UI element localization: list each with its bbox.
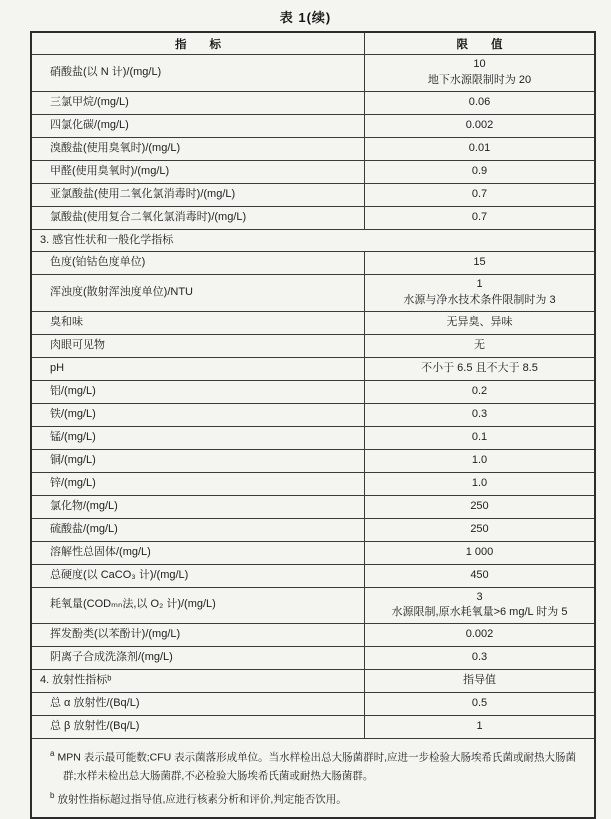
table-row [32, 183, 594, 206]
limit-cell [365, 138, 594, 160]
limit-line: 指导值 [463, 674, 496, 687]
limit-cell [365, 275, 594, 311]
limit-cell [365, 450, 594, 472]
indicator-cell: 4. 放射性指标ᵇ [32, 670, 365, 692]
footnote-a [50, 747, 580, 785]
indicator-cell: 氯酸盐(使用复合二氧化氯消毒时)/(mg/L) [32, 207, 365, 229]
indicator-cell: 溴酸盐(使用臭氧时)/(mg/L) [32, 138, 365, 160]
table-row [32, 274, 594, 311]
limit-line: 0.9 [471, 164, 488, 177]
limit-line: 250 [470, 522, 489, 535]
table-row [32, 54, 594, 91]
indicator-cell: 锌/(mg/L) [32, 473, 365, 495]
table-row [32, 137, 594, 160]
table-row [32, 206, 594, 229]
limit-line: 无 [474, 339, 485, 352]
table-row [32, 564, 594, 587]
limit-line: 250 [470, 499, 489, 512]
page-title: 表 1(续) [279, 10, 332, 25]
indicator-cell: 四氯化碳/(mg/L) [32, 115, 365, 137]
footnote-b-marker: b [50, 790, 55, 800]
limit-cell [365, 207, 594, 229]
limit-line: 0.3 [471, 408, 488, 420]
table-header-row [32, 33, 594, 54]
indicator-cell: 总 α 放射性/(Bq/L) [32, 693, 365, 715]
indicator-cell: 三氯甲烷/(mg/L) [32, 92, 365, 114]
limit-cell [365, 381, 594, 403]
limit-cell [365, 670, 594, 692]
section-row [32, 669, 594, 692]
limit-line: 0.01 [468, 141, 491, 154]
limit-cell [365, 358, 594, 380]
limit-cell [365, 693, 594, 715]
footnote-a-marker: a [50, 749, 55, 759]
header-indicator: 指 标 [32, 33, 365, 54]
limit-line: 无异臭、异味 [446, 316, 513, 329]
limit-cell [365, 335, 594, 357]
limit-cell [365, 496, 594, 518]
limit-line: 0.1 [471, 430, 488, 443]
section-row [32, 229, 594, 252]
indicator-cell: 亚氯酸盐(使用二氧化氯消毒时)/(mg/L) [32, 184, 365, 206]
limit-line: 0.002 [465, 628, 494, 641]
table-row [32, 426, 594, 449]
limit-cell [365, 115, 594, 137]
indicator-cell: pH [32, 358, 365, 380]
limit-line: 0.06 [468, 95, 491, 108]
limit-cell [365, 404, 594, 426]
table-row [32, 380, 594, 403]
table-row [32, 91, 594, 114]
limit-line: 1 [476, 720, 483, 733]
table-row [32, 357, 594, 380]
limit-cell [365, 624, 594, 646]
limit-cell [365, 473, 594, 495]
indicator-cell: 溶解性总固体/(mg/L) [32, 542, 365, 564]
indicator-cell: 铜/(mg/L) [32, 450, 365, 472]
limit-cell [365, 92, 594, 114]
limit-cell [365, 427, 594, 449]
limit-cell [365, 161, 594, 183]
indicator-cell: 浑浊度(散射浑浊度单位)/NTU [32, 275, 365, 311]
indicator-cell: 硫酸盐/(mg/L) [32, 519, 365, 541]
table-row [32, 114, 594, 137]
limit-cell [365, 312, 594, 334]
limit-line: 15 [473, 256, 486, 269]
limit-cell [365, 55, 594, 91]
limit-line: 450 [470, 568, 489, 581]
limit-line: 水源与净水技术条件限制时为 3 [403, 294, 556, 307]
indicator-cell: 总硬度(以 CaCO₃ 计)/(mg/L) [32, 565, 365, 587]
table-row [32, 403, 594, 426]
table-row [32, 518, 594, 541]
limit-line: 1.0 [471, 476, 488, 489]
limit-cell [365, 716, 594, 738]
section-label: 3. 感官性状和一般化学指标 [40, 233, 174, 246]
limit-cell [365, 647, 594, 669]
limit-cell [365, 542, 594, 564]
indicator-cell: 臭和味 [32, 312, 365, 334]
limit-cell [365, 184, 594, 206]
header-limit: 限 值 [456, 38, 503, 51]
indicator-cell: 耗氧量(CODₘₙ法,以 O₂ 计)/(mg/L) [32, 588, 365, 624]
water-quality-table [30, 31, 596, 819]
indicator-cell: 色度(铂钴色度单位) [32, 252, 365, 274]
limit-line: 0.3 [471, 651, 488, 664]
footnote-b [50, 789, 580, 809]
indicator-cell: 甲醛(使用臭氧时)/(mg/L) [32, 161, 365, 183]
indicator-cell: 挥发酚类(以苯酚计)/(mg/L) [32, 624, 365, 646]
footnote-b-text: 放射性指标超过指导值,应进行核素分析和评价,判定能否饮用。 [57, 793, 347, 806]
indicator-cell: 锰/(mg/L) [32, 427, 365, 449]
table-row [32, 541, 594, 564]
table-row [32, 692, 594, 715]
limit-cell [365, 519, 594, 541]
table-row [32, 311, 594, 334]
table-rows [32, 54, 594, 738]
limit-line: 1 [476, 278, 483, 291]
limit-line: 0.5 [471, 697, 488, 710]
limit-line: 0.7 [471, 210, 488, 223]
indicator-cell: 硝酸盐(以 N 计)/(mg/L) [32, 55, 365, 91]
limit-line: 1 000 [465, 545, 494, 558]
indicator-cell: 肉眼可见物 [32, 335, 365, 357]
limit-line: 0.7 [471, 187, 488, 200]
indicator-cell: 铁/(mg/L) [32, 404, 365, 426]
footnote-a-text: MPN 表示最可能数;CFU 表示菌落形成单位。当水样检出总大肠菌群时,应进一步检验大肠埃希氏菌或耐热大肠菌群;水样未检出总大肠菌群,不必检验大肠埃希氏菌或耐热大肠菌群。 [57, 751, 577, 782]
indicator-cell: 氯化物/(mg/L) [32, 496, 365, 518]
limit-line: 0.002 [465, 118, 494, 131]
limit-line: 0.2 [471, 385, 488, 398]
limit-line: 1.0 [471, 453, 488, 466]
indicator-cell: 阴离子合成洗涤剂/(mg/L) [32, 647, 365, 669]
indicator-cell: 总 β 放射性/(Bq/L) [32, 716, 365, 738]
table-row [32, 646, 594, 669]
limit-line: 3 [476, 590, 483, 603]
table-row [32, 623, 594, 646]
limit-line: 10 [473, 58, 486, 70]
table-row [32, 251, 594, 274]
indicator-cell: 铝/(mg/L) [32, 381, 365, 403]
table-row [32, 495, 594, 518]
limit-cell [365, 588, 594, 624]
limit-line: 不小于 6.5 且不大于 8.5 [421, 362, 538, 375]
table-row [32, 334, 594, 357]
footnotes-block [32, 738, 594, 817]
table-row [32, 449, 594, 472]
table-row [32, 472, 594, 495]
table-row [32, 715, 594, 738]
limit-line: 水源限制,原水耗氧量>6 mg/L 时为 5 [391, 606, 568, 619]
table-row [32, 587, 594, 624]
table-row [32, 160, 594, 183]
limit-cell [365, 565, 594, 587]
limit-cell [365, 252, 594, 274]
limit-line: 地下水源限制时为 20 [427, 73, 532, 86]
